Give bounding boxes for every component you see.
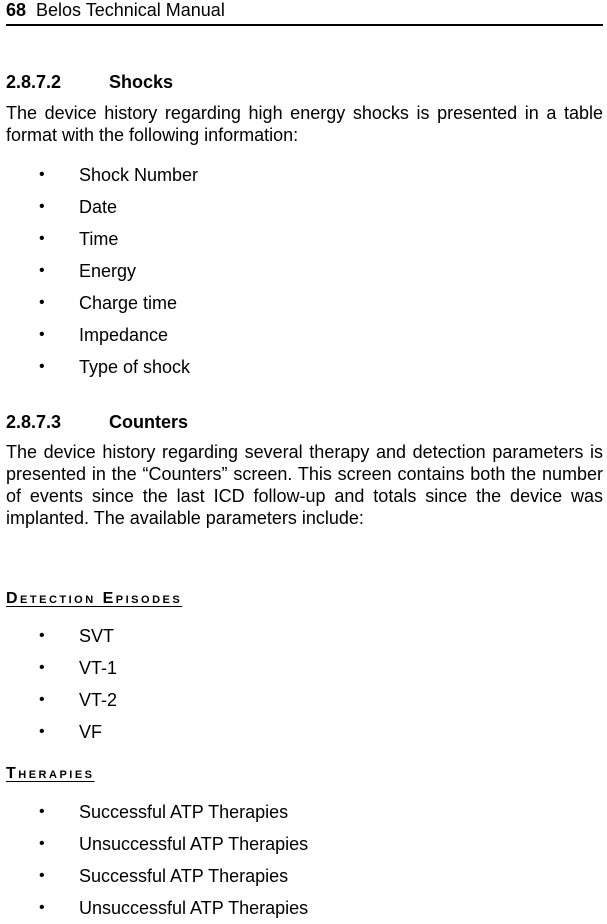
therapies-heading: Therapies	[6, 765, 95, 782]
list-item: • SVT	[0, 620, 117, 652]
list-item: • Charge time	[0, 287, 198, 319]
detection-episodes-list	[0, 620, 117, 748]
shocks-list	[0, 159, 198, 383]
list-item: • Successful ATP Therapies	[0, 860, 308, 892]
list-item: • VF	[0, 716, 117, 748]
section-title: Shocks	[109, 72, 174, 92]
detection-episodes-heading: Detection Episodes	[6, 590, 183, 607]
bullet-icon: •	[39, 803, 45, 820]
bullet-icon: •	[39, 659, 45, 676]
bullet-icon: •	[39, 691, 45, 708]
bullet-icon: •	[39, 326, 45, 343]
counters-paragraph: The device history regarding several therapy and detection parameters is presented in the “Counters” screen. This screen contains both the number of events since the last ICD follow-up and totals since the device was implanted. The available parameters include:	[6, 442, 603, 528]
list-item: • Energy	[0, 255, 198, 287]
bullet-icon: •	[39, 262, 45, 279]
page-header	[6, 0, 603, 26]
bullet-icon: •	[39, 723, 45, 740]
list-item: • Date	[0, 191, 198, 223]
list-item: • Unsuccessful ATP Therapies	[0, 828, 308, 860]
list-item: • Unsuccessful ATP Therapies	[0, 892, 308, 924]
list-item: • Impedance	[0, 319, 198, 351]
section-heading-counters	[6, 411, 188, 433]
list-item: • VT-2	[0, 684, 117, 716]
list-item: • Successful ATP Therapies	[0, 796, 308, 828]
section-heading-shocks	[6, 71, 173, 93]
manual-title: Belos Technical Manual	[36, 0, 225, 20]
bullet-icon: •	[39, 294, 45, 311]
shocks-paragraph: The device history regarding high energy shocks is presented in a table format with the following information:	[6, 103, 603, 145]
section-title: Counters	[109, 412, 189, 432]
page-number: 68	[6, 0, 27, 20]
list-item: • VT-1	[0, 652, 117, 684]
therapies-list	[0, 796, 308, 924]
list-item: • Time	[0, 223, 198, 255]
bullet-icon: •	[39, 358, 45, 375]
bullet-icon: •	[39, 627, 45, 644]
list-item: • Type of shock	[0, 351, 198, 383]
list-item: • Shock Number	[0, 159, 198, 191]
bullet-icon: •	[39, 899, 45, 916]
bullet-icon: •	[39, 230, 45, 247]
bullet-icon: •	[39, 166, 45, 183]
section-number: 2.8.7.3	[6, 412, 62, 432]
bullet-icon: •	[39, 835, 45, 852]
bullet-icon: •	[39, 198, 45, 215]
section-number: 2.8.7.2	[6, 72, 62, 92]
bullet-icon: •	[39, 867, 45, 884]
